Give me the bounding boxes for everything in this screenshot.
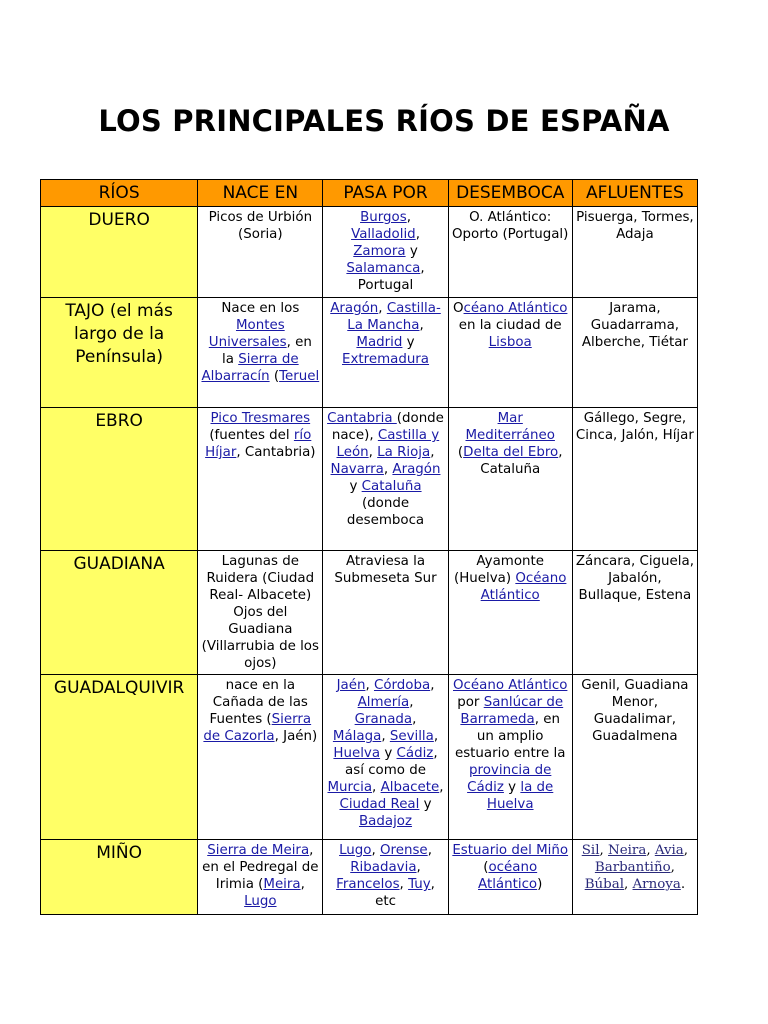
wiki-link[interactable]: céano Atlántico <box>463 301 568 316</box>
wiki-link[interactable]: Tuy <box>408 877 431 892</box>
cell-text: , <box>368 445 378 460</box>
wiki-link[interactable]: Almería <box>357 695 410 710</box>
cell-text: , en el Pedregal de Irimia ( <box>202 843 319 892</box>
cell-text: nace en la Cañada de las Fuentes ( <box>209 678 308 727</box>
cell-text: , <box>412 712 417 727</box>
wiki-link[interactable]: Lugo <box>339 843 372 858</box>
cell-text: y <box>503 780 521 795</box>
cell-desemboca <box>448 551 572 675</box>
cell-text: , <box>399 877 409 892</box>
wiki-link[interactable]: Madrid <box>356 335 403 350</box>
cell-nace <box>198 207 323 298</box>
cell-text: Ayamonte (Huelva) <box>454 554 544 586</box>
wiki-link[interactable]: Castilla-La Mancha <box>347 301 441 333</box>
cell-text: , <box>365 678 374 693</box>
cell-text: Pisuerga, Tormes, Adaja <box>576 210 694 242</box>
cell-desemboca <box>448 408 572 551</box>
wiki-link[interactable]: Sevilla <box>389 729 434 744</box>
cell-text: , Cataluña <box>480 445 563 477</box>
cell-nace <box>198 408 323 551</box>
cell-text: por <box>457 695 484 710</box>
cell-text: Lagunas de Ruidera (Ciudad Real- Albacete) <box>206 554 315 603</box>
cell-text: , <box>383 462 393 477</box>
cell-afluentes <box>572 207 697 298</box>
cell-text: , <box>406 210 411 225</box>
cell-text: Gállego, Segre, Cinca, Jalón, Híjar <box>575 411 694 443</box>
cell-text: , así como de <box>345 746 438 778</box>
table-row <box>41 840 698 915</box>
wiki-link[interactable]: Badajoz <box>358 814 413 829</box>
wiki-link[interactable]: Aragón <box>392 462 441 477</box>
wiki-link[interactable]: Búbal <box>584 877 624 892</box>
wiki-link[interactable]: Aragón <box>330 301 379 316</box>
wiki-link[interactable]: Sanlúcar de Barrameda <box>460 695 564 727</box>
rivers-table <box>40 179 698 915</box>
cell-text: ( <box>269 369 280 384</box>
cell-text: y <box>419 797 432 812</box>
cell-text: , <box>430 445 435 460</box>
wiki-link[interactable]: Lisboa <box>488 335 532 350</box>
wiki-link[interactable]: Océano Atlántico <box>453 678 568 693</box>
cell-nace <box>198 551 323 675</box>
cell-text: ( <box>457 445 464 460</box>
wiki-link[interactable]: Albacete <box>380 780 440 795</box>
cell-text: , <box>372 780 381 795</box>
cell-afluentes <box>572 551 697 675</box>
table-header-row <box>41 180 698 207</box>
wiki-link[interactable]: la de Huelva <box>486 780 554 812</box>
cell-text: , <box>683 843 689 858</box>
cell-afluentes <box>572 675 697 840</box>
cell-text: y <box>380 746 397 761</box>
wiki-link[interactable]: Avia <box>654 843 684 858</box>
wiki-link[interactable]: Meira <box>263 877 301 892</box>
cell-text: en la ciudad de <box>458 318 562 333</box>
wiki-link[interactable]: Teruel <box>279 369 320 384</box>
cell-text: . <box>680 877 686 892</box>
cell-text: , <box>381 729 390 744</box>
wiki-link[interactable]: Málaga <box>332 729 382 744</box>
cell-afluentes <box>572 840 697 915</box>
wiki-link[interactable]: Francelos <box>336 877 400 892</box>
wiki-link[interactable]: Barbantiño <box>594 860 671 875</box>
cell-text: , Jaén) <box>274 729 318 744</box>
wiki-link[interactable]: Ciudad Real <box>339 797 420 812</box>
cell-text: , <box>670 860 675 875</box>
page-title: LOS PRINCIPALES RÍOS DE ESPAÑA <box>98 104 670 138</box>
wiki-link[interactable]: Sil <box>581 843 600 858</box>
cell-text: , <box>419 318 424 333</box>
wiki-link[interactable]: Pico Tresmares <box>210 411 311 426</box>
cell-pasa <box>323 298 448 408</box>
cell-desemboca <box>448 207 572 298</box>
cell-text: y <box>402 335 415 350</box>
cell-text: (fuentes del <box>209 428 294 443</box>
wiki-link[interactable]: Sierra de Meira <box>207 843 310 858</box>
table-row <box>41 675 698 840</box>
cell-text: , <box>433 729 439 744</box>
wiki-link[interactable]: Océano Atlántico <box>480 571 567 603</box>
cell-desemboca <box>448 298 572 408</box>
cell-text: , en la <box>222 335 312 367</box>
cell-text: , <box>439 780 444 795</box>
cell-text: (donde desemboca <box>346 496 425 528</box>
wiki-link[interactable]: Montes Universales <box>208 318 287 350</box>
wiki-link[interactable]: Ribadavia <box>350 860 417 875</box>
wiki-link[interactable]: Burgos <box>360 210 407 225</box>
table-row <box>41 551 698 675</box>
cell-text: y <box>405 244 418 259</box>
cell-text: Jarama, Guadarrama, Alberche, Tiétar <box>581 301 688 350</box>
cell-text: , <box>427 843 432 858</box>
wiki-link[interactable]: Sierra de Albarracín <box>201 352 299 384</box>
cell-nace <box>198 840 323 915</box>
cell-nace <box>198 298 323 408</box>
wiki-link[interactable]: Cádiz <box>396 746 434 761</box>
cell-text: , <box>430 678 435 693</box>
wiki-link[interactable]: La Rioja <box>377 445 431 460</box>
wiki-link[interactable]: Delta del Ebro <box>463 445 559 460</box>
cell-text: , Portugal <box>357 261 425 293</box>
wiki-link[interactable]: Cantabria <box>327 411 397 426</box>
cell-text: , <box>624 877 633 892</box>
header-desemboca: DESEMBOCA <box>448 180 572 207</box>
header-rios: RÍOS <box>41 180 198 207</box>
cell-desemboca <box>448 675 572 840</box>
cell-text: , <box>409 695 414 710</box>
cell-text: , Cantabria) <box>236 445 316 460</box>
cell-desemboca <box>448 840 572 915</box>
cell-text: Nace en los <box>221 301 300 316</box>
cell-nace <box>198 675 323 840</box>
cell-text: Picos de Urbión (Soria) <box>208 210 313 242</box>
wiki-link[interactable]: océano Atlántico <box>478 860 538 892</box>
table-row <box>41 207 698 298</box>
cell-text: , <box>599 843 608 858</box>
wiki-link[interactable]: Mar Mediterráneo <box>465 411 555 443</box>
wiki-link[interactable]: Arnoya <box>632 877 681 892</box>
river-name: MIÑO <box>41 840 198 915</box>
wiki-link[interactable]: Valladolid <box>351 227 416 242</box>
wiki-link[interactable]: Zamora <box>353 244 406 259</box>
wiki-link[interactable]: Sierra de Cazorla <box>203 712 312 744</box>
cell-text: y <box>349 479 362 494</box>
cell-text: Atraviesa la Submeseta Sur <box>334 554 437 586</box>
cell-afluentes <box>572 298 697 408</box>
cell-text: Ojos del Guadiana (Villarrubia de los ojos) <box>201 605 319 671</box>
river-name: EBRO <box>41 408 198 551</box>
wiki-link[interactable]: Extremadura <box>341 352 430 367</box>
cell-text: , <box>416 860 421 875</box>
wiki-link[interactable]: Castilla y León <box>336 428 440 460</box>
wiki-link[interactable]: Salamanca <box>346 261 421 276</box>
wiki-link[interactable]: río Híjar <box>205 428 312 460</box>
cell-text: O. Atlántico: Oporto (Portugal) <box>452 210 569 242</box>
cell-text: , en un amplio estuario entre la <box>454 712 566 761</box>
cell-text: Záncara, Ciguela, Jabalón, Bullaque, Estena <box>575 554 694 603</box>
table-row <box>41 408 698 551</box>
wiki-link[interactable]: Estuario del Miño <box>452 843 569 858</box>
cell-pasa <box>323 675 448 840</box>
river-name: GUADALQUIVIR <box>41 675 198 840</box>
cell-text: , <box>646 843 655 858</box>
header-afluentes: AFLUENTES <box>572 180 697 207</box>
cell-text: , <box>378 301 387 316</box>
wiki-link[interactable]: Jaén <box>336 678 366 693</box>
cell-text: (donde nace), <box>331 411 444 443</box>
cell-pasa <box>323 551 448 675</box>
cell-pasa <box>323 840 448 915</box>
river-name: GUADIANA <box>41 551 198 675</box>
cell-text: O <box>453 301 464 316</box>
river-name: DUERO <box>41 207 198 298</box>
cell-text: ) <box>537 877 543 892</box>
wiki-link[interactable]: Orense <box>379 843 428 858</box>
wiki-link[interactable]: Cataluña <box>361 479 422 494</box>
cell-text: , <box>415 227 420 242</box>
wiki-link[interactable]: provincia de Cádiz <box>467 763 552 795</box>
cell-text: Genil, Guadiana Menor, Guadalimar, Guadalmena <box>581 678 689 744</box>
cell-afluentes <box>572 408 697 551</box>
table-row <box>41 298 698 408</box>
cell-pasa <box>323 408 448 551</box>
cell-pasa <box>323 207 448 298</box>
header-pasa-por: PASA POR <box>323 180 448 207</box>
wiki-link[interactable]: Neira <box>608 843 647 858</box>
wiki-link[interactable]: Murcia <box>327 780 373 795</box>
wiki-link[interactable]: Córdoba <box>373 678 431 693</box>
cell-text: , <box>300 877 305 892</box>
wiki-link[interactable]: Huelva <box>333 746 381 761</box>
header-nace-en: NACE EN <box>198 180 323 207</box>
wiki-link[interactable]: Granada <box>354 712 413 727</box>
river-name: TAJO (el más largo de la Península) <box>41 298 198 408</box>
cell-text: , <box>371 843 380 858</box>
wiki-link[interactable]: Navarra <box>330 462 384 477</box>
cell-text: ( <box>483 860 489 875</box>
cell-text: , etc <box>375 877 435 909</box>
wiki-link[interactable]: Lugo <box>244 894 277 909</box>
